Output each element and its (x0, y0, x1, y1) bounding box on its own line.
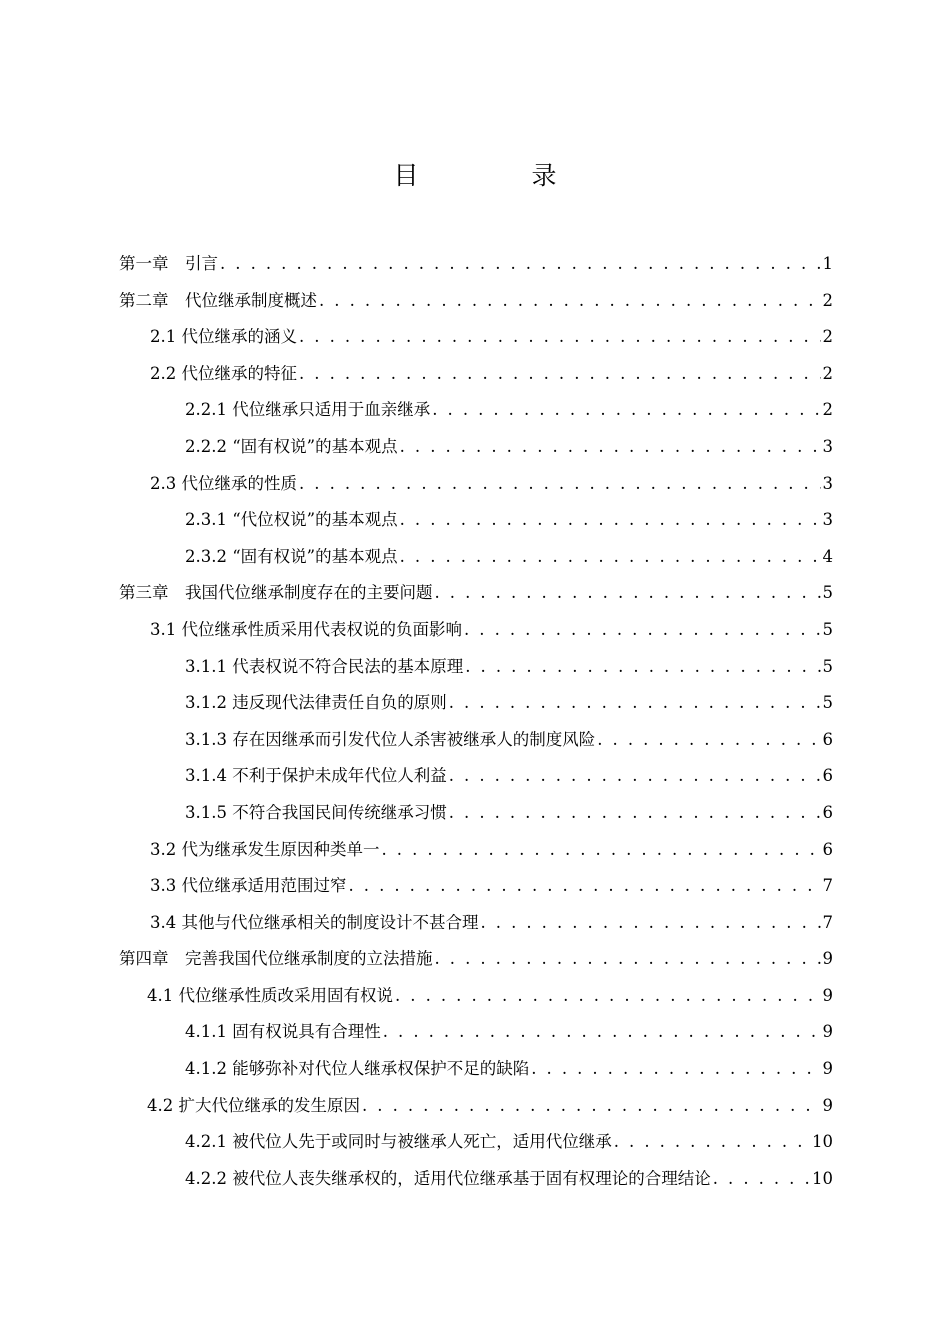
toc-entry[interactable] (119, 868, 833, 905)
toc-entry-page-number: 7 (822, 912, 833, 932)
toc-entry[interactable] (119, 832, 833, 869)
dot-leader (597, 722, 820, 759)
toc-entry-title: 4.2.1 被代位人先于或同时与被继承人死亡，适用代位继承 (185, 1132, 612, 1152)
toc-entry-page-number: 7 (822, 876, 833, 896)
toc-entry[interactable] (119, 978, 833, 1015)
toc-entry-title: 3.3 代位继承适用范围过窄 (150, 876, 347, 896)
toc-entry-page-number: 6 (822, 766, 833, 786)
toc-entry-page-number: 3 (822, 510, 833, 530)
toc-entry[interactable] (119, 612, 833, 649)
dot-leader (299, 466, 821, 503)
toc-entry-title: 第四章 完善我国代位继承制度的立法措施 (119, 949, 433, 969)
toc-entry[interactable] (119, 356, 833, 393)
toc-entry-page-number: 9 (822, 985, 833, 1005)
toc-entry-title: 3.1.1 代表权说不符合民法的基本原理 (185, 656, 464, 676)
toc-entry-title: 3.1.3 存在因继承而引发代位人杀害被继承人的制度风险 (185, 729, 596, 749)
toc-entry-page-number: 2 (822, 327, 833, 347)
dot-leader (400, 502, 821, 539)
toc-entry-page-number: 6 (822, 802, 833, 822)
toc-entry[interactable] (119, 429, 833, 466)
toc-entry-page-number: 5 (822, 583, 833, 603)
dot-leader (395, 978, 821, 1015)
toc-entry-title: 3.2 代为继承发生原因种类单一 (150, 839, 380, 859)
dot-leader (400, 539, 821, 576)
toc-entry-page-number: 3 (822, 436, 833, 456)
toc-entry[interactable] (119, 722, 833, 759)
toc-entry-title: 3.4 其他与代位继承相关的制度设计不甚合理 (150, 912, 479, 932)
toc-entry-title: 2.3.2 “固有权说”的基本观点 (185, 546, 398, 566)
dot-leader (449, 758, 821, 795)
toc-entry-title: 4.1 代位继承性质改采用固有权说 (147, 985, 393, 1005)
dot-leader (464, 612, 821, 649)
toc-entry[interactable] (119, 392, 833, 429)
dot-leader (382, 832, 821, 869)
toc-entry-page-number: 3 (822, 473, 833, 493)
toc-entry-page-number: 5 (822, 619, 833, 639)
toc-entry[interactable] (119, 466, 833, 503)
toc-entry-page-number: 9 (822, 1022, 833, 1042)
toc-entry[interactable] (119, 685, 833, 722)
toc-entry-title: 2.2.1 代位继承只适用于血亲继承 (185, 400, 431, 420)
toc-entry-title: 4.2.2 被代位人丧失继承权的，适用代位继承基于固有权理论的合理结论 (185, 1168, 711, 1188)
toc-entry[interactable] (119, 246, 833, 283)
toc-entry[interactable] (119, 795, 833, 832)
toc-entry-title: 第三章 我国代位继承制度存在的主要问题 (119, 583, 433, 603)
dot-leader (449, 685, 821, 722)
toc-entry-title: 2.2 代位继承的特征 (150, 363, 297, 383)
toc-entry-title: 第二章 代位继承制度概述 (119, 290, 317, 310)
toc-entry-page-number: 2 (822, 400, 833, 420)
toc-entry-title: 4.2 扩大代位继承的发生原因 (147, 1095, 360, 1115)
toc-entry[interactable] (119, 941, 833, 978)
page-title: 目 录 (393, 161, 601, 190)
toc-entry[interactable] (119, 575, 833, 612)
dot-leader (362, 1088, 821, 1125)
dot-leader (435, 575, 821, 612)
dot-leader (319, 283, 821, 320)
toc-entry-page-number: 9 (822, 1095, 833, 1115)
dot-leader (614, 1124, 810, 1161)
toc-entry-page-number: 10 (812, 1132, 833, 1152)
dot-leader (713, 1161, 810, 1198)
dot-leader (465, 649, 820, 686)
toc-entry[interactable] (119, 283, 833, 320)
toc-entry[interactable] (119, 1161, 833, 1198)
toc-entry-title: 2.2.2 “固有权说”的基本观点 (185, 436, 398, 456)
toc-entry-title: 4.1.2 能够弥补对代位人继承权保护不足的缺陷 (185, 1059, 530, 1079)
toc-entry[interactable] (119, 758, 833, 795)
toc-entry-page-number: 5 (822, 693, 833, 713)
dot-leader (400, 429, 821, 466)
toc-entry[interactable] (119, 1088, 833, 1125)
toc-entry-page-number: 4 (822, 546, 833, 566)
toc-entry-page-number: 5 (822, 656, 833, 676)
toc-entry[interactable] (119, 1051, 833, 1088)
dot-leader (481, 905, 821, 942)
toc-entry-page-number: 2 (822, 290, 833, 310)
dot-leader (531, 1051, 820, 1088)
toc-entry-page-number: 1 (822, 254, 833, 273)
toc-entry-title: 3.1 代位继承性质采用代表权说的负面影响 (150, 619, 462, 639)
dot-leader (383, 1014, 821, 1051)
toc-entry-title: 2.3.1 “代位权说”的基本观点 (185, 510, 398, 530)
toc-entry-title: 4.1.1 固有权说具有合理性 (185, 1022, 381, 1042)
toc-entry-page-number: 6 (822, 729, 833, 749)
toc-entry-page-number: 9 (822, 1059, 833, 1079)
toc-entry-page-number: 9 (822, 949, 833, 969)
toc-entry-page-number: 10 (812, 1168, 833, 1188)
dot-leader (299, 319, 821, 356)
toc-entry-title: 3.1.2 违反现代法律责任自负的原则 (185, 693, 447, 713)
dot-leader (299, 356, 821, 393)
dot-leader (435, 941, 821, 978)
toc-entry-title: 3.1.5 不符合我国民间传统继承习惯 (185, 802, 447, 822)
toc-entry-title: 3.1.4 不利于保护未成年代位人利益 (185, 766, 447, 786)
toc-entry[interactable] (119, 539, 833, 576)
dot-leader (432, 392, 820, 429)
toc-entry-page-number: 2 (822, 363, 833, 383)
toc-entry-title: 第一章 引言 (119, 254, 218, 273)
toc-entry[interactable] (119, 649, 833, 686)
toc-entry[interactable] (119, 905, 833, 942)
toc-entry[interactable] (119, 1124, 833, 1161)
toc-entry[interactable] (119, 319, 833, 356)
toc-entry[interactable] (119, 502, 833, 539)
dot-leader (449, 795, 821, 832)
toc-entry-page-number: 6 (822, 839, 833, 859)
toc-entry[interactable] (119, 1014, 833, 1051)
toc-entry-title: 2.1 代位继承的涵义 (150, 327, 297, 347)
table-of-contents (119, 246, 833, 1197)
dot-leader (349, 868, 821, 905)
dot-leader (220, 246, 821, 283)
toc-entry-title: 2.3 代位继承的性质 (150, 473, 297, 493)
